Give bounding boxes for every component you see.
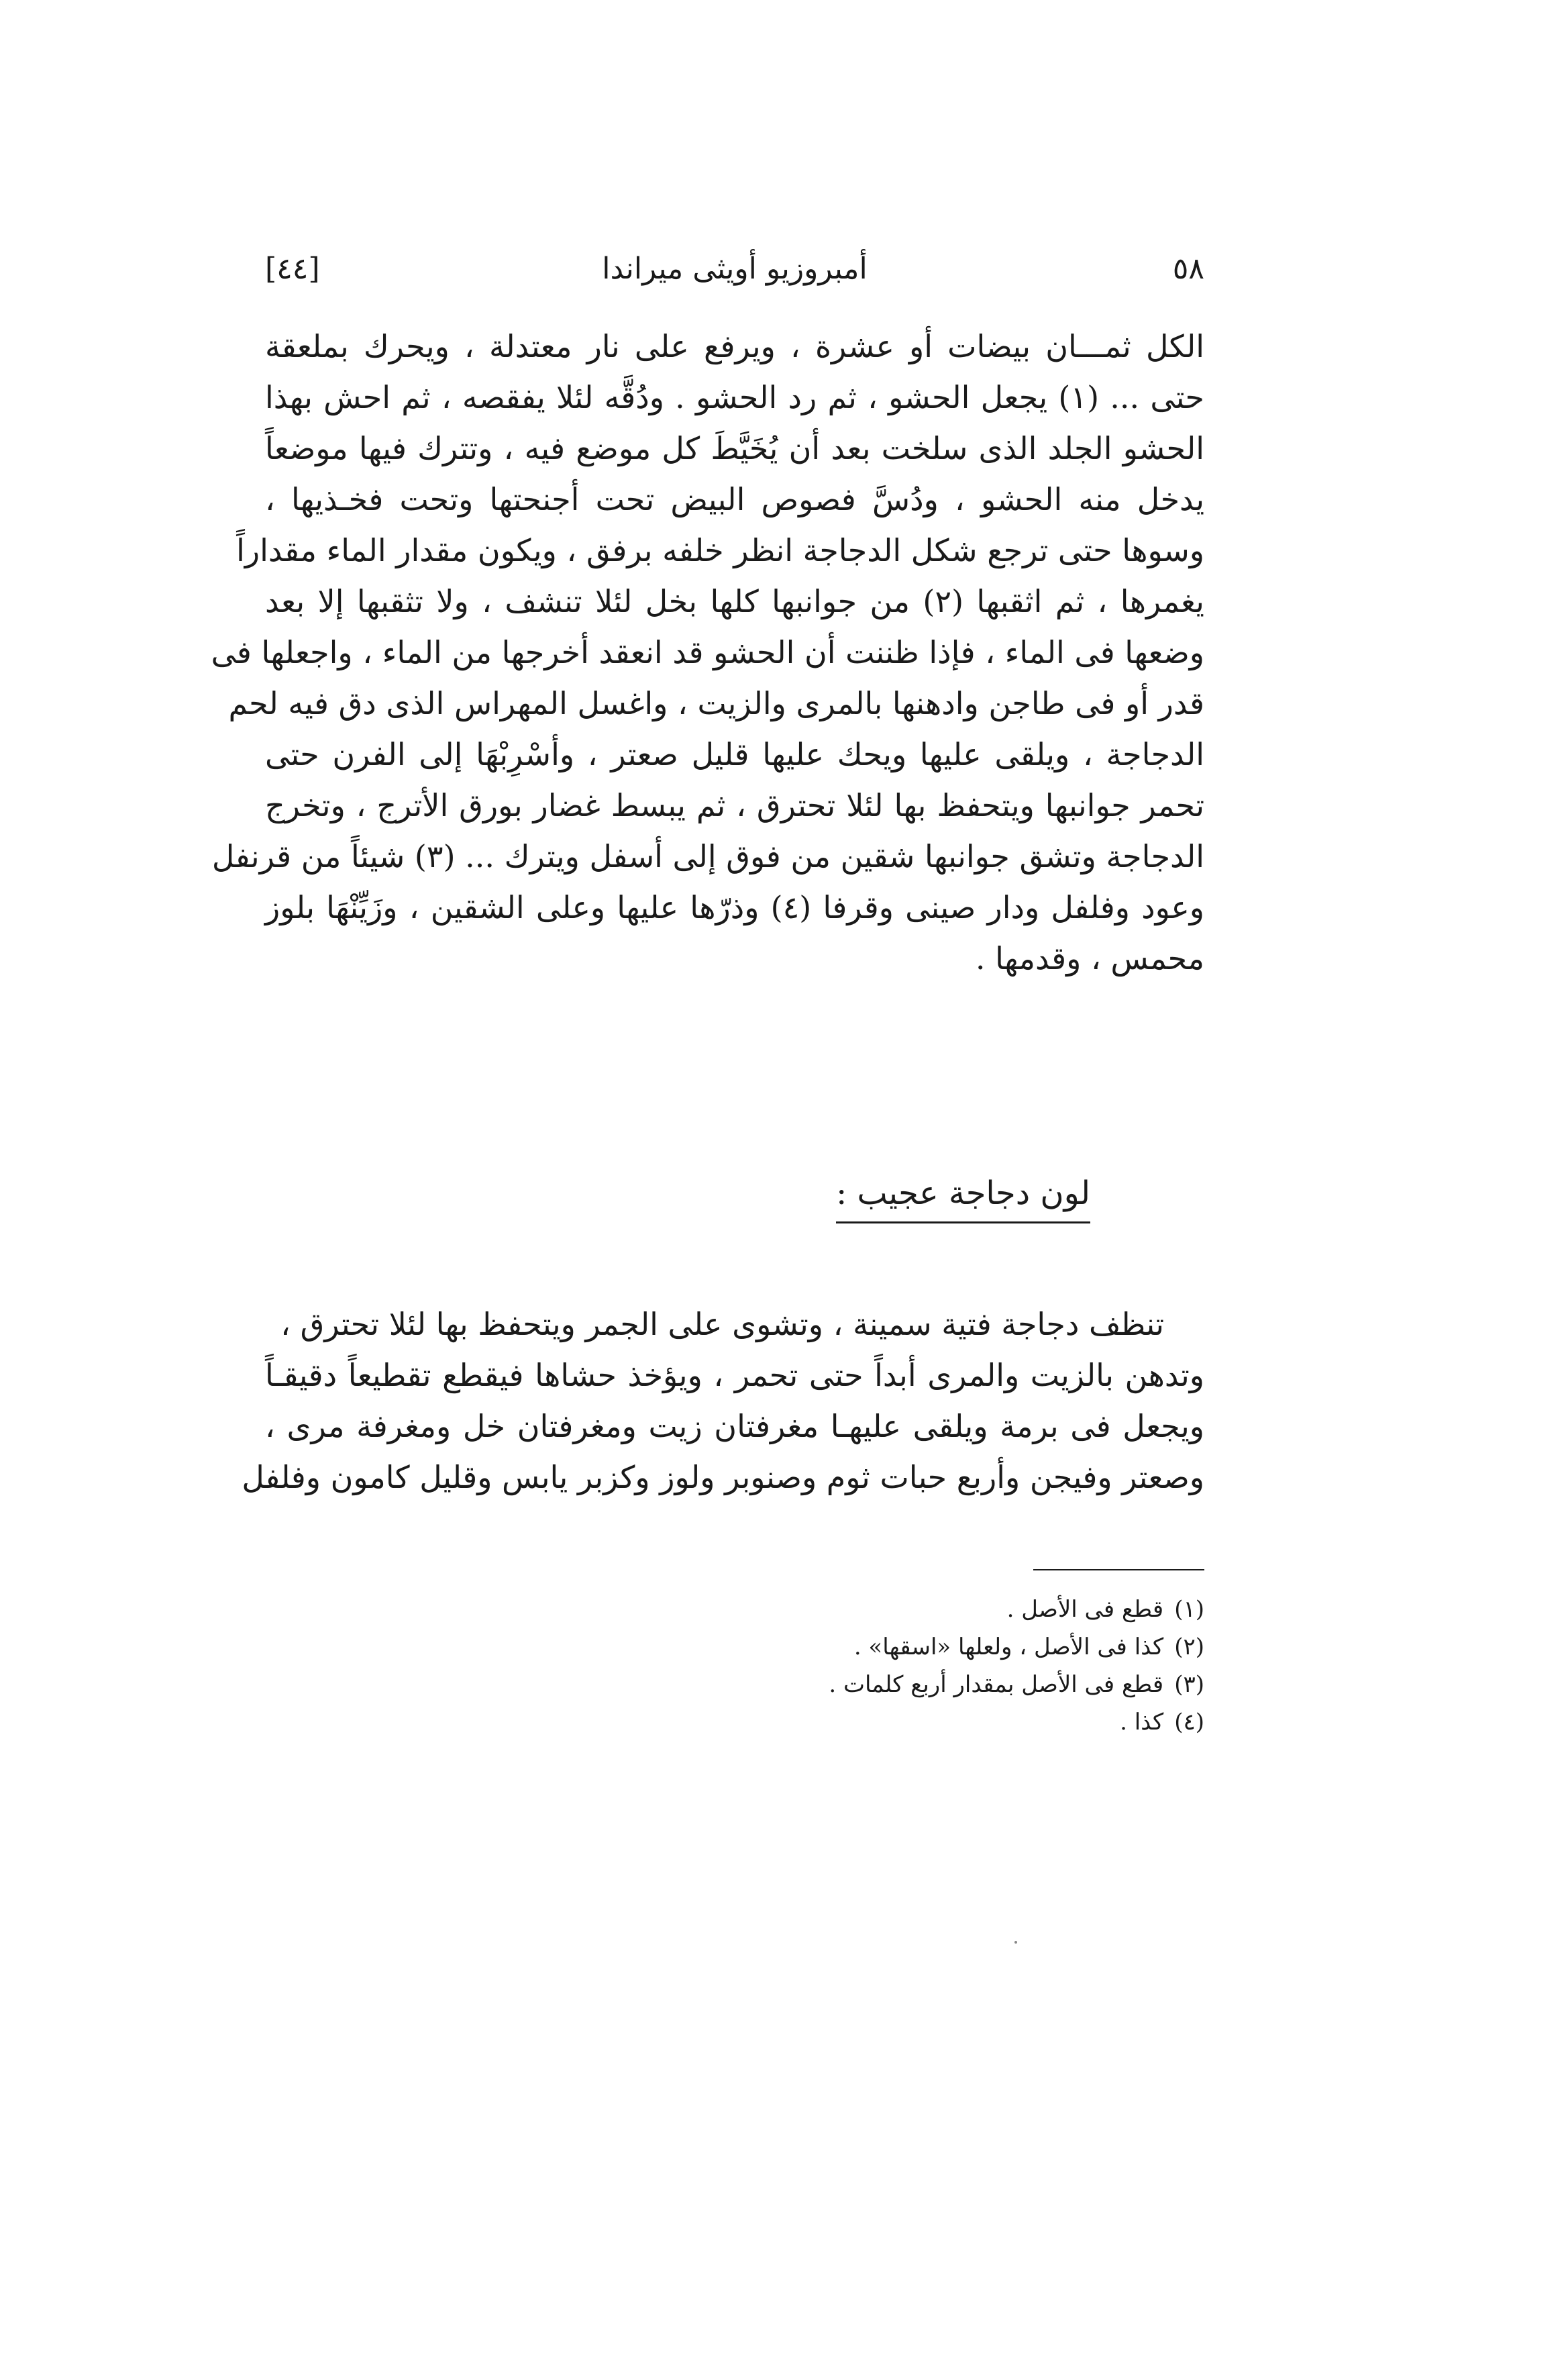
footnote xyxy=(829,1666,1204,1703)
text-line: يغمرها ، ثم اثقبها (٢) من جوانبها كلها بخل لئلا تنشف ، ولا تثقبها إلا بعد xyxy=(265,583,1204,619)
footnote-number: (٤) xyxy=(1174,1709,1204,1736)
footnotes xyxy=(829,1591,1204,1741)
text-line: يدخل منه الحشو ، ودُسَّ فصوص البيض تحت أجنحتها وتحت فخـذيها ، xyxy=(265,481,1204,517)
text-line: حتى ... (١) يجعل الحشو ، ثم رد الحشو . ودُقَّه لئلا يفقصه ، ثم احش بهذا xyxy=(265,379,1204,415)
text-line: الحشو الجلد الذى سلخت بعد أن يُخَيَّطَ كل موضع فيه ، وتترك فيها موضعاً xyxy=(265,430,1204,466)
footnote-text: قطع فى الأصل . xyxy=(1006,1596,1164,1623)
text-line: قدر أو فى طاجن وادهنها بالمرى والزيت ، واغسل المهراس الذى دق فيه لحم xyxy=(228,685,1204,721)
footnote xyxy=(829,1628,1204,1666)
paragraph-1 xyxy=(211,321,1204,984)
footnote-number: (٢) xyxy=(1174,1634,1204,1660)
footnote xyxy=(829,1591,1204,1628)
page-number: ٥٨ xyxy=(1172,252,1204,286)
text-line: محمس ، وقدمها . xyxy=(975,940,1204,976)
bracketed-page-number: [٤٤] xyxy=(265,252,320,286)
text-line: تحمر جوانبها ويتحفظ بها لئلا تحترق ، ثم يبسط غضار بورق الأترج ، وتخرج xyxy=(265,787,1204,823)
footnote-number: (٣) xyxy=(1174,1671,1204,1698)
text-line: وتدهن بالزيت والمرى أبداً حتى تحمر ، ويؤخذ حشاها فيقطع تقطيعاً دقيقـاً xyxy=(265,1357,1204,1393)
text-line: الدجاجة ، ويلقى عليها ويحك عليها قليل صعتر ، وأسْرِبْهَا إلى الفرن حتى xyxy=(265,736,1204,772)
paragraph-2 xyxy=(242,1299,1204,1503)
footnote-divider xyxy=(1033,1569,1204,1570)
text-line: الكل ثمـــان بيضات أو عشرة ، ويرفع على نار معتدلة ، ويحرك بملعقة xyxy=(265,328,1204,364)
text-line: وضعها فى الماء ، فإذا ظننت أن الحشو قد انعقد أخرجها من الماء ، واجعلها فى xyxy=(211,634,1204,670)
text-line: وعود وفلفل ودار صينى وقرفا (٤) وذرّها عليها وعلى الشقين ، وزَيِّنْهَا بلوز xyxy=(265,889,1204,925)
footnote-text: كذا . xyxy=(1120,1709,1164,1736)
running-title: أمبروزيو أويثى ميراندا xyxy=(602,252,868,286)
text-line: وسوها حتى ترجع شكل الدجاجة انظر خلفه برفق ، ويكون مقدار الماء مقداراً xyxy=(236,532,1204,568)
text-line: الدجاجة وتشق جوانبها شقين من فوق إلى أسفل ويترك ... (٣) شيئاً من قرنفل xyxy=(211,838,1204,874)
text-line: وصعتر وفيجن وأربع حبات ثوم وصنوبر ولوز وكزبر يابس وقليل كامون وفلفل xyxy=(242,1459,1204,1495)
footnote xyxy=(829,1703,1204,1741)
text-line: تنظف دجاجة فتية سمينة ، وتشوى على الجمر ويتحفظ بها لئلا تحترق ، xyxy=(280,1306,1164,1342)
text-line: ويجعل فى برمة ويلقى عليهـا مغرفتان زيت ومغرفتان خل ومغرفة مرى ، xyxy=(265,1408,1204,1444)
footnote-text: قطع فى الأصل بمقدار أربع كلمات . xyxy=(829,1671,1164,1698)
footnote-text: كذا فى الأصل ، ولعلها «اسقها» . xyxy=(853,1634,1164,1660)
paper-speck xyxy=(1014,1941,1017,1944)
section-heading: لون دجاجة عجيب : xyxy=(836,1174,1090,1223)
running-header xyxy=(265,252,1204,305)
footnote-number: (١) xyxy=(1174,1596,1204,1623)
